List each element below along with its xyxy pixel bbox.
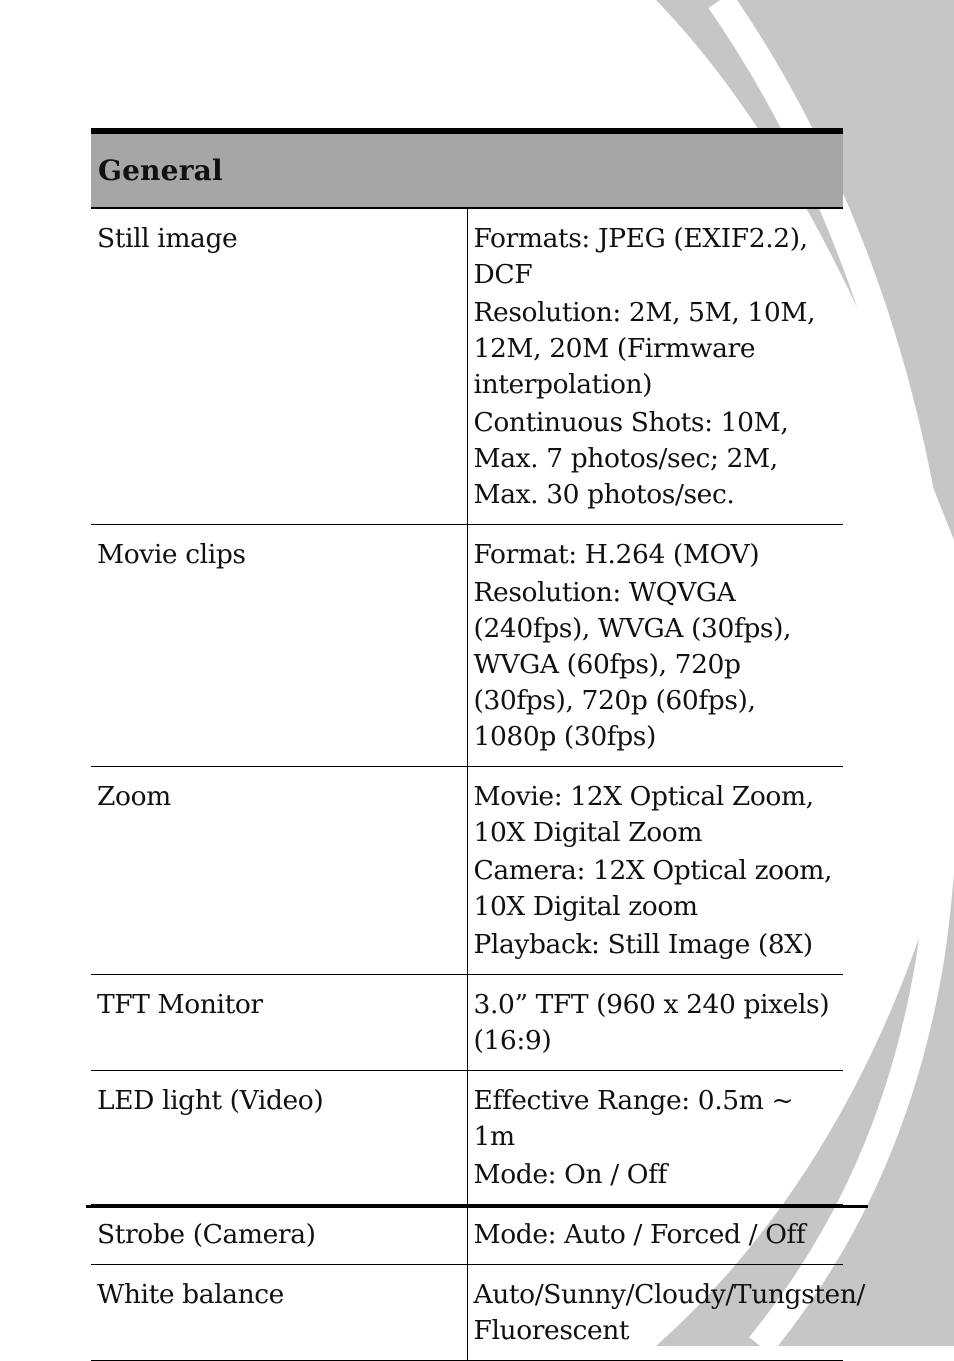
spec-value-line: Mode: On / Off [473,1159,667,1190]
spec-value-line: Playback: Still Image (8X) [473,929,813,960]
spec-value [467,1071,843,1205]
spec-table-body [91,208,866,1361]
table-row [91,1265,843,1361]
spec-table [91,128,866,1361]
spec-label: Zoom [91,767,467,975]
spec-table-header-row [91,131,843,208]
spec-label: Still image [91,208,467,525]
spec-value-line: Mode: Auto / Forced / Off [473,1219,806,1250]
spec-value-line: Continuous Shots: 10M, Max. 7 photos/sec; 2M, Max. 30 photos/sec. [473,407,789,510]
table-row [91,208,843,525]
spec-value-line: Auto/Sunny/Cloudy/Tungsten/ Fluorescent [473,1279,866,1346]
spec-value-line: Movie: 12X Optical Zoom, 10X Digital Zoom [473,781,814,848]
footer-rule [86,1205,868,1208]
spec-value-line: Camera: 12X Optical zoom, 10X Digital zoom [473,855,832,922]
spec-value [467,975,843,1071]
table-row [91,1071,843,1205]
spec-value-line: 3.0” TFT (960 x 240 pixels) (16:9) [473,989,830,1056]
section-title: General [91,131,843,208]
spec-label: LED light (Video) [91,1071,467,1205]
spec-value-line: Resolution: 2M, 5M, 10M, 12M, 20M (Firmware interpolation) [473,297,816,400]
spec-label: TFT Monitor [91,975,467,1071]
spec-value-line: Formats: JPEG (EXIF2.2), DCF [473,223,808,290]
spec-value [467,767,843,975]
spec-label: Movie clips [91,525,467,767]
spec-value [467,1265,866,1361]
spec-value-line: Effective Range: 0.5m ~ 1m [473,1085,794,1152]
spec-label: White balance [91,1265,467,1361]
spec-value [467,525,843,767]
spec-table-container [91,128,866,1361]
spec-value [467,208,843,525]
spec-value [467,1205,843,1265]
spec-value-line: Format: H.264 (MOV) [473,539,760,570]
table-row [91,975,843,1071]
table-row [91,525,843,767]
spec-value-line: Resolution: WQVGA (240fps), WVGA (30fps), WVGA (60fps), 720p (30fps), 720p (60fps), 1080p (30fps) [473,577,792,752]
spec-label: Strobe (Camera) [91,1205,467,1265]
table-row [91,767,843,975]
table-row [91,1205,843,1265]
